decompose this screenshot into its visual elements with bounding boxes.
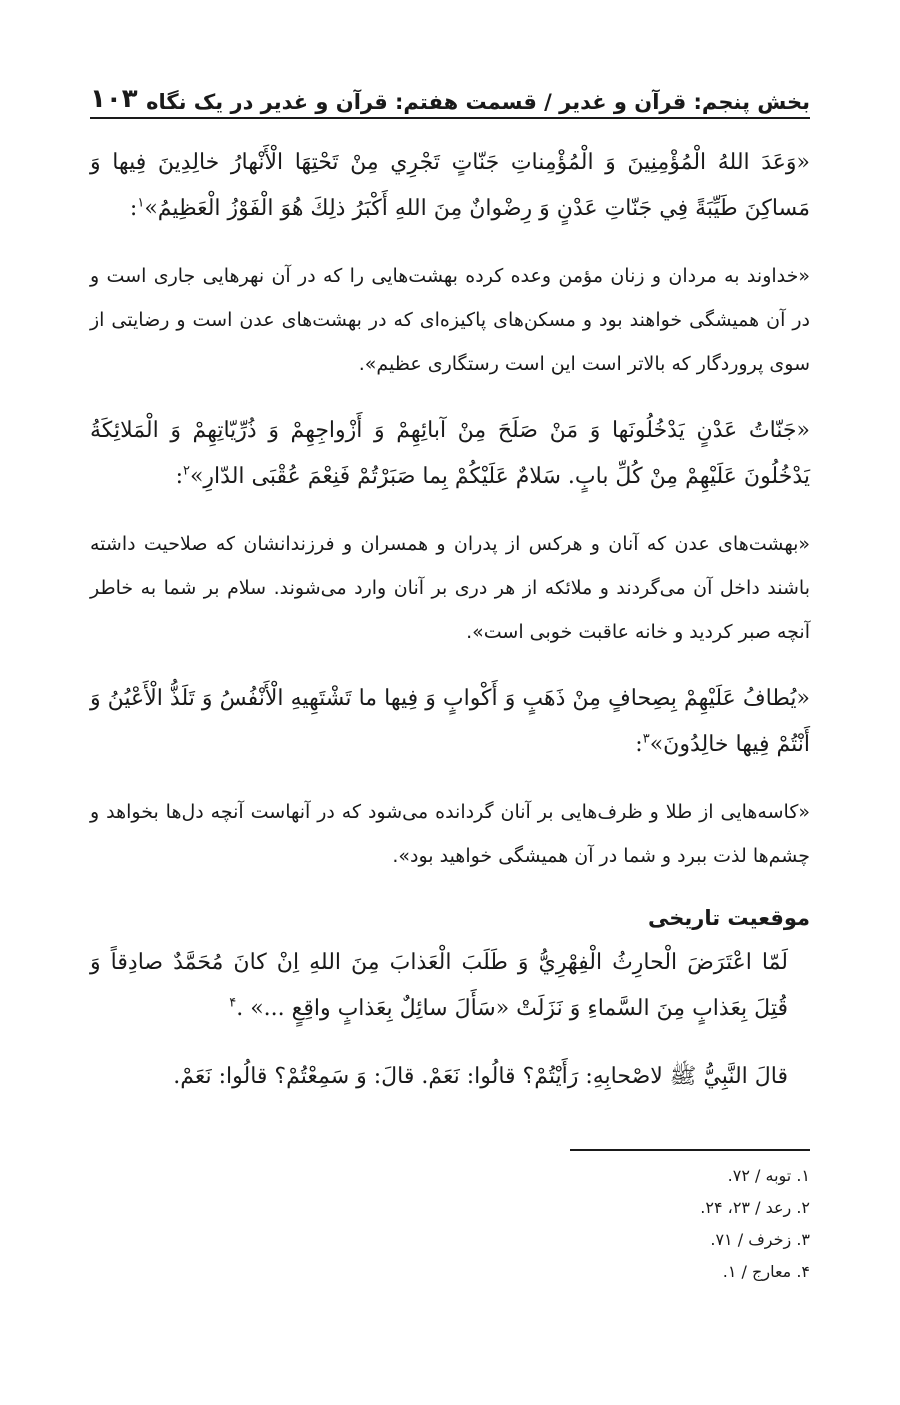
translation-text: «خداوند به مردان و زنان مؤمن وعده کرده بهشت‌هایی را که در آن نهرهایی جاری است و در آن همیشگی خواهند بود و مسکن‌های پاکیزه‌ای که در بهشت‌های عدن است و رضایتی از سوی پروردگار که بالاتر است این است رستگاری عظیم». [90,265,810,375]
quran-verse-2 [90,408,810,500]
running-title: بخش پنجم: قرآن و غدیر / قسمت هفتم: قرآن و غدیر در یک نگاه [146,90,810,114]
page-body [90,140,810,1122]
footnote-item: ۱. توبه / ۷۲. [727,1166,810,1185]
verse-tail: : [129,196,138,221]
footnote-item: ۴. معارج / ۱. [722,1262,810,1281]
header-divider [90,117,810,119]
quran-verse-1 [90,140,810,232]
hadith-text: قالَ النَّبِيُّ ﷺ لاصْحابِهِ: رَأَيْتُمْ؟ قالُوا: نَعَمْ. قالَ: وَ سَمِعْتُمْ؟ قالُوا: نَعَمْ. [173,1064,788,1089]
quran-verse-3 [90,676,810,768]
book-page [90,0,810,1405]
translation-3 [90,790,810,878]
footnote-reference: ۳ [642,731,650,747]
verse-text: «جَنّاتُ عَدْنٍ يَدْخُلُونَها وَ مَنْ صَلَحَ مِنْ آبائِهِمْ وَ أَزْواجِهِمْ وَ ذُرِّيّاتِهِمْ وَ الْمَلائِكَةُ يَدْخُلُونَ عَلَيْهِمْ مِنْ كُلِّ بابٍ. سَلامٌ عَلَيْكُمْ بِما صَبَرْتُمْ فَنِعْمَ عُقْبَى الدّارِ» [90,418,810,489]
verse-text: «وَعَدَ اللهُ الْمُؤْمِنِينَ وَ الْمُؤْمِناتِ جَنّاتٍ تَجْرِي مِنْ تَحْتِهَا الْأَنْهارُ خالِدِينَ فِيها وَ مَساكِنَ طَيِّبَةً فِي جَنّاتِ عَدْنٍ وَ رِضْوانٌ مِنَ اللهِ أَكْبَرُ ذلِكَ هُوَ الْفَوْزُ الْعَظِيمُ» [90,150,810,221]
verse-text: «يُطافُ عَلَيْهِمْ بِصِحافٍ مِنْ ذَهَبٍ وَ أَكْوابٍ وَ فِيها ما تَشْتَهِيهِ الْأَنْفُسُ وَ تَلَذُّ الْأَعْيُنُ وَ أَنْتُمْ فِيها خالِدُونَ» [90,686,810,757]
footnotes-list [90,1160,810,1288]
footnote-reference: ۴ [229,995,237,1011]
translation-text: «بهشت‌های عدن که آنان و هرکس از پدران و همسران و فرزندانشان که صلاحیت داشته باشند داخل آن می‌گردند و ملائکه از هر دری بر آنان وارد می‌شوند. سلام بر شما به خاطر آنچه صبر کردید و خانه عاقبت خوبی است». [90,533,810,643]
footnote-reference: ۱ [137,195,145,211]
footnote-item: ۳. زخرف / ۷۱. [710,1230,810,1249]
hadith-paragraph-2 [90,1054,810,1100]
translation-1 [90,254,810,386]
translation-text: «کاسه‌هایی از طلا و ظرف‌هایی بر آنان گردانده می‌شود که در آنهاست آنچه دل‌ها بخواهد و چشم‌ها لذت ببرد و شما در آن همیشگی خواهید بود». [90,801,810,867]
verse-tail: : [635,732,643,757]
footnote-divider [570,1149,810,1151]
footnote-reference: ۲ [182,463,190,479]
hadith-text: لَمّا اعْتَرَضَ الْحارِثُ الْفِهْرِيُّ وَ طَلَبَ الْعَذابَ مِنَ اللهِ اِنْ كانَ مُحَمَّدٌ صادِقاً وَ قُتِلَ بِعَذابٍ مِنَ السَّماءِ وَ نَزَلَتْ «سَأَلَ سائِلٌ بِعَذابٍ واقِعٍ ...» . [90,950,788,1021]
translation-2 [90,522,810,654]
page-number: ۱۰۳ [90,84,138,114]
footnote-item: ۲. رعد / ۲۳، ۲۴. [700,1198,810,1217]
verse-tail: : [175,464,183,489]
section-heading: موقعیت تاریخی [647,906,810,930]
page-header [90,68,810,114]
hadith-paragraph-1 [90,940,810,1032]
